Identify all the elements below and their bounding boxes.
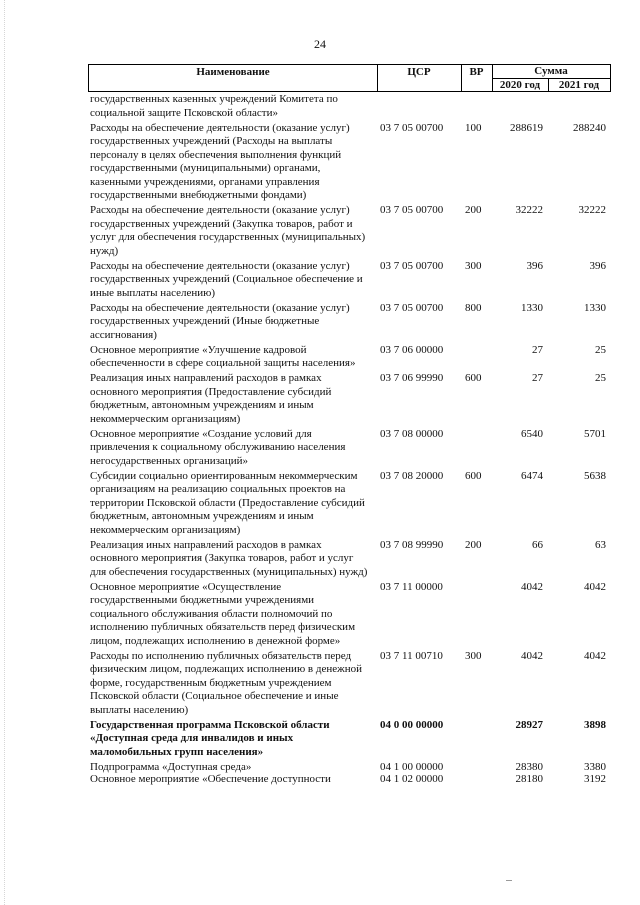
row-csr: 03 7 08 00000 [380,427,444,440]
row-name: Основное мероприятие «Обеспечение доступности [90,773,331,785]
row-sum-2020: 28180 [515,773,543,785]
row-vr: 600 [465,372,482,384]
row-name: Расходы на обеспечение деятельности (оказание услуг) государственных учреждений (Социальное обеспечение и иные выплаты населению) [90,259,363,299]
table-body [90,93,612,786]
row-vr: 600 [465,469,482,482]
row-sum-2021: 4042 [584,649,606,662]
row-name: Основное мероприятие «Улучшение кадровой обеспеченности в сфере социальной защиты населения» [90,343,356,369]
header-name: Наименование [196,66,270,78]
table-row [90,260,612,301]
row-sum-2021: 288240 [573,121,606,134]
table-row [90,93,612,120]
row-sum-2021: 32222 [578,204,606,216]
row-sum-2021: 63 [595,538,606,551]
row-sum-2020: 4042 [521,649,543,662]
row-sum-2021: 396 [589,259,606,272]
table-row [90,302,612,343]
page-number: 24 [314,37,326,51]
row-sum-2020: 288619 [510,121,543,134]
table-row [90,773,612,786]
header-year-2020: 2020 год [499,79,541,91]
row-name: Основное мероприятие «Создание условий для привлечения к социальному обслуживанию населения негосударственных организаций» [90,427,346,467]
row-name: Реализация иных направлений расходов в рамках основного мероприятия (Предоставление субсидий бюджетным, автономным учреждениям и иным некоммерческим организациям) [90,372,332,425]
row-sum-2020: 27 [532,372,543,384]
row-sum-2021: 3898 [584,718,606,731]
table-row [90,344,612,371]
table-row-program [90,719,612,760]
row-sum-2021: 5701 [584,427,606,440]
row-vr: 100 [465,121,482,134]
header-year-2021: 2021 год [558,79,600,91]
row-vr: 200 [465,204,482,216]
row-sum-2021: 25 [595,343,606,356]
row-csr: 04 1 00 00000 [380,760,444,773]
row-csr: 03 7 05 00700 [380,301,444,314]
row-vr: 800 [465,301,482,314]
header-csr: ЦСР [407,66,431,78]
row-sum-2020: 28380 [515,760,543,773]
row-sum-2020: 66 [532,538,543,551]
table-row [90,428,612,469]
row-name: Расходы на обеспечение деятельности (оказание услуг) государственных учреждений (Расходы на выплаты персоналу в целях обеспечения выполнения функций государственными (муниципальными) органами, казенными учреждениями, органами управления государственными внебюджетными фондами) [90,121,350,201]
row-sum-2021: 1330 [584,301,606,314]
row-sum-2020: 6474 [521,469,543,482]
table-header [88,64,611,92]
row-sum-2020: 6540 [521,427,543,440]
table-row [90,650,612,718]
scan-speck [506,880,512,881]
row-csr: 04 1 02 00000 [380,773,444,785]
table-row [90,204,612,258]
row-csr: 03 7 06 99990 [380,372,444,384]
row-sum-2021: 3380 [584,760,606,773]
row-vr: 300 [465,259,482,272]
row-sum-2021: 5638 [584,469,606,482]
row-name: Расходы на обеспечение деятельности (оказание услуг) государственных учреждений (Закупка товаров, работ и услуг для обеспечения государственных (муниципальных) нужд) [90,204,366,257]
row-csr: 03 7 05 00700 [380,204,444,216]
row-name: государственных казенных учреждений Комитета по социальной защите Псковской области» [90,93,338,119]
row-vr: 200 [465,538,482,551]
row-sum-2021: 4042 [584,580,606,593]
table-row [90,372,612,426]
row-name: Основное мероприятие «Осуществление государственными бюджетными учреждениями социального обслуживания области полномочий по исполнению публичных обязательств перед физическим лицом, подлежащих исполнению в денежной форме» [90,580,356,647]
table-row [90,539,612,580]
row-csr: 03 7 08 99990 [380,538,444,551]
row-csr: 03 7 06 00000 [380,343,444,356]
row-sum-2020: 1330 [521,301,543,314]
row-sum-2020: 32222 [515,204,543,216]
row-sum-2021: 3192 [584,773,606,785]
row-name: Реализация иных направлений расходов в рамках основного мероприятия (Закупка товаров, работ и услуг для обеспечения государственных (муниципальных) нужд) [90,538,368,578]
row-vr: 300 [465,649,482,662]
table-row [90,470,612,538]
row-csr: 03 7 05 00700 [380,259,444,272]
row-sum-2020: 396 [526,259,543,272]
header-sum: Сумма [534,65,568,77]
table-row [90,581,612,649]
row-sum-2020: 28927 [515,718,543,731]
row-name: Субсидии социально ориентированным некоммерческим организациям на реализацию социальных проектов на территории Псковской области (Предоставление субсидий бюджетным, автономным учреждениям и иным некоммерческим организациям) [90,469,365,536]
table-row [90,761,612,774]
row-name: Подпрограмма «Доступная среда» [90,760,252,773]
row-csr: 03 7 08 20000 [380,469,444,482]
table-row [90,122,612,203]
row-name: Государственная программа Псковской области «Доступная среда для инвалидов и иных маломобильных групп населения» [90,718,330,758]
row-sum-2020: 4042 [521,580,543,593]
row-csr: 03 7 11 00000 [380,580,443,593]
row-csr: 03 7 05 00700 [380,121,444,134]
scan-margin-line [4,0,5,905]
row-csr: 03 7 11 00710 [380,649,443,662]
header-vr: ВР [469,66,484,78]
row-name: Расходы на обеспечение деятельности (оказание услуг) государственных учреждений (Иные бюджетные ассигнования) [90,301,350,341]
row-name: Расходы по исполнению публичных обязательств перед физическим лицом, подлежащих исполнению в денежной форме, государственным бюджетным учреждением Псковской области (Социальное обеспечение и иные выплаты населению) [90,649,362,716]
row-sum-2021: 25 [595,372,606,384]
row-sum-2020: 27 [532,343,543,356]
row-csr: 04 0 00 00000 [380,718,444,731]
